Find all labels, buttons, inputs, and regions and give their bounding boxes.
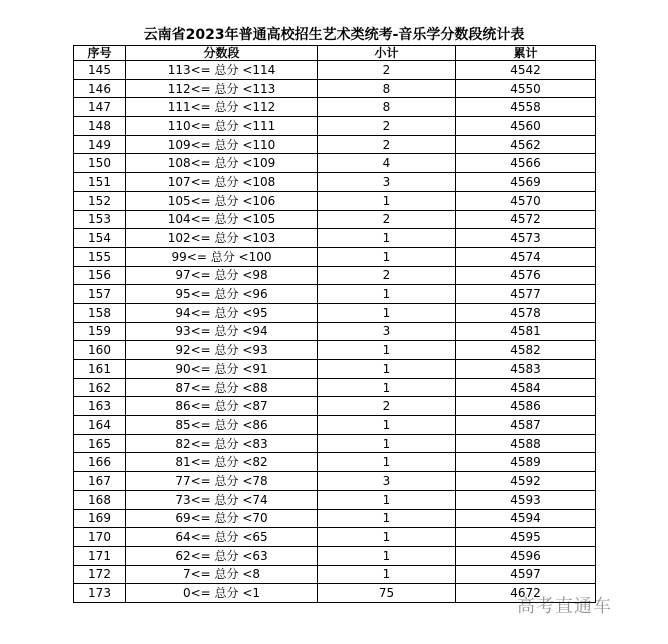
score-table [73, 45, 596, 603]
table-row [74, 378, 596, 397]
table-row [74, 266, 596, 285]
table-row [74, 117, 596, 136]
table-row [74, 285, 596, 304]
cell-score-range: 99<= 总分 <100 [126, 247, 318, 266]
cell-score-range: 87<= 总分 <88 [126, 378, 318, 397]
cell-subtotal: 8 [318, 79, 456, 98]
cell-cumulative: 4581 [456, 322, 596, 341]
cell-seq: 166 [74, 453, 126, 472]
cell-subtotal: 2 [318, 117, 456, 136]
cell-seq: 146 [74, 79, 126, 98]
cell-seq: 173 [74, 584, 126, 603]
cell-score-range: 64<= 总分 <65 [126, 528, 318, 547]
table-row [74, 453, 596, 472]
cell-cumulative: 4560 [456, 117, 596, 136]
cell-cumulative: 4572 [456, 210, 596, 229]
cell-subtotal: 1 [318, 247, 456, 266]
cell-cumulative: 4595 [456, 528, 596, 547]
table-row [74, 341, 596, 360]
cell-subtotal: 2 [318, 61, 456, 80]
cell-seq: 155 [74, 247, 126, 266]
cell-subtotal: 1 [318, 191, 456, 210]
cell-seq: 163 [74, 397, 126, 416]
table-row [74, 565, 596, 584]
cell-score-range: 93<= 总分 <94 [126, 322, 318, 341]
cell-score-range: 90<= 总分 <91 [126, 360, 318, 379]
table-row [74, 61, 596, 80]
watermark-text: 高考直通车 [517, 596, 612, 617]
cell-seq: 152 [74, 191, 126, 210]
header-subtotal: 小计 [318, 46, 456, 61]
header-score-range: 分数段 [126, 46, 318, 61]
cell-seq: 171 [74, 546, 126, 565]
cell-subtotal: 1 [318, 434, 456, 453]
cell-seq: 169 [74, 509, 126, 528]
cell-score-range: 77<= 总分 <78 [126, 472, 318, 491]
cell-seq: 170 [74, 528, 126, 547]
cell-cumulative: 4558 [456, 98, 596, 117]
cell-seq: 164 [74, 416, 126, 435]
cell-score-range: 111<= 总分 <112 [126, 98, 318, 117]
cell-subtotal: 1 [318, 378, 456, 397]
cell-score-range: 92<= 总分 <93 [126, 341, 318, 360]
cell-seq: 154 [74, 229, 126, 248]
table-header-row [74, 46, 596, 61]
table-row [74, 229, 596, 248]
cell-seq: 158 [74, 303, 126, 322]
cell-subtotal: 1 [318, 509, 456, 528]
cell-cumulative: 4589 [456, 453, 596, 472]
cell-seq: 153 [74, 210, 126, 229]
cell-cumulative: 4594 [456, 509, 596, 528]
table-row [74, 509, 596, 528]
cell-cumulative: 4596 [456, 546, 596, 565]
cell-score-range: 102<= 总分 <103 [126, 229, 318, 248]
cell-seq: 172 [74, 565, 126, 584]
cell-cumulative: 4588 [456, 434, 596, 453]
cell-cumulative: 4569 [456, 173, 596, 192]
cell-subtotal: 3 [318, 472, 456, 491]
table-body [74, 61, 596, 603]
cell-score-range: 94<= 总分 <95 [126, 303, 318, 322]
cell-subtotal: 1 [318, 546, 456, 565]
table-row [74, 173, 596, 192]
table-row [74, 490, 596, 509]
cell-cumulative: 4592 [456, 472, 596, 491]
cell-seq: 149 [74, 135, 126, 154]
cell-subtotal: 1 [318, 565, 456, 584]
cell-score-range: 82<= 总分 <83 [126, 434, 318, 453]
cell-subtotal: 3 [318, 322, 456, 341]
cell-score-range: 110<= 总分 <111 [126, 117, 318, 136]
cell-subtotal: 1 [318, 229, 456, 248]
cell-seq: 150 [74, 154, 126, 173]
cell-subtotal: 8 [318, 98, 456, 117]
cell-subtotal: 1 [318, 360, 456, 379]
cell-seq: 145 [74, 61, 126, 80]
cell-seq: 156 [74, 266, 126, 285]
cell-seq: 167 [74, 472, 126, 491]
cell-cumulative: 4562 [456, 135, 596, 154]
table-row [74, 546, 596, 565]
cell-score-range: 69<= 总分 <70 [126, 509, 318, 528]
cell-cumulative: 4587 [456, 416, 596, 435]
cell-seq: 162 [74, 378, 126, 397]
table-row [74, 397, 596, 416]
table-row [74, 154, 596, 173]
cell-score-range: 112<= 总分 <113 [126, 79, 318, 98]
cell-seq: 148 [74, 117, 126, 136]
cell-score-range: 105<= 总分 <106 [126, 191, 318, 210]
cell-seq: 159 [74, 322, 126, 341]
cell-cumulative: 4550 [456, 79, 596, 98]
cell-score-range: 7<= 总分 <8 [126, 565, 318, 584]
cell-score-range: 81<= 总分 <82 [126, 453, 318, 472]
cell-score-range: 104<= 总分 <105 [126, 210, 318, 229]
cell-score-range: 86<= 总分 <87 [126, 397, 318, 416]
cell-cumulative: 4574 [456, 247, 596, 266]
cell-subtotal: 2 [318, 397, 456, 416]
cell-seq: 160 [74, 341, 126, 360]
cell-seq: 151 [74, 173, 126, 192]
cell-seq: 168 [74, 490, 126, 509]
cell-subtotal: 1 [318, 303, 456, 322]
cell-cumulative: 4586 [456, 397, 596, 416]
cell-score-range: 107<= 总分 <108 [126, 173, 318, 192]
cell-cumulative: 4584 [456, 378, 596, 397]
table-row [74, 247, 596, 266]
table-row [74, 528, 596, 547]
cell-cumulative: 4672 [456, 584, 596, 603]
cell-cumulative: 4583 [456, 360, 596, 379]
table-row [74, 210, 596, 229]
cell-cumulative: 4597 [456, 565, 596, 584]
cell-score-range: 97<= 总分 <98 [126, 266, 318, 285]
table-row [74, 434, 596, 453]
table-row [74, 191, 596, 210]
cell-subtotal: 75 [318, 584, 456, 603]
cell-score-range: 95<= 总分 <96 [126, 285, 318, 304]
cell-subtotal: 1 [318, 528, 456, 547]
table-row [74, 416, 596, 435]
cell-subtotal: 4 [318, 154, 456, 173]
cell-cumulative: 4593 [456, 490, 596, 509]
cell-subtotal: 2 [318, 210, 456, 229]
cell-seq: 157 [74, 285, 126, 304]
cell-score-range: 73<= 总分 <74 [126, 490, 318, 509]
cell-subtotal: 2 [318, 266, 456, 285]
table-row [74, 472, 596, 491]
cell-subtotal: 2 [318, 135, 456, 154]
cell-seq: 161 [74, 360, 126, 379]
cell-subtotal: 1 [318, 285, 456, 304]
cell-cumulative: 4573 [456, 229, 596, 248]
cell-score-range: 113<= 总分 <114 [126, 61, 318, 80]
table-row [74, 79, 596, 98]
table-row [74, 98, 596, 117]
table-row [74, 360, 596, 379]
cell-cumulative: 4577 [456, 285, 596, 304]
cell-score-range: 108<= 总分 <109 [126, 154, 318, 173]
cell-subtotal: 1 [318, 453, 456, 472]
cell-cumulative: 4576 [456, 266, 596, 285]
cell-seq: 165 [74, 434, 126, 453]
cell-cumulative: 4578 [456, 303, 596, 322]
cell-seq: 147 [74, 98, 126, 117]
cell-score-range: 85<= 总分 <86 [126, 416, 318, 435]
table-row [74, 303, 596, 322]
table-row [74, 135, 596, 154]
cell-cumulative: 4566 [456, 154, 596, 173]
table-row [74, 322, 596, 341]
header-seq: 序号 [74, 46, 126, 61]
header-cumulative: 累计 [456, 46, 596, 61]
cell-subtotal: 1 [318, 416, 456, 435]
cell-subtotal: 1 [318, 341, 456, 360]
cell-score-range: 0<= 总分 <1 [126, 584, 318, 603]
cell-cumulative: 4542 [456, 61, 596, 80]
cell-cumulative: 4582 [456, 341, 596, 360]
cell-subtotal: 3 [318, 173, 456, 192]
cell-score-range: 62<= 总分 <63 [126, 546, 318, 565]
cell-cumulative: 4570 [456, 191, 596, 210]
cell-score-range: 109<= 总分 <110 [126, 135, 318, 154]
page-title: 云南省2023年普通高校招生艺术类统考-音乐学分数段统计表 [143, 27, 525, 43]
cell-subtotal: 1 [318, 490, 456, 509]
